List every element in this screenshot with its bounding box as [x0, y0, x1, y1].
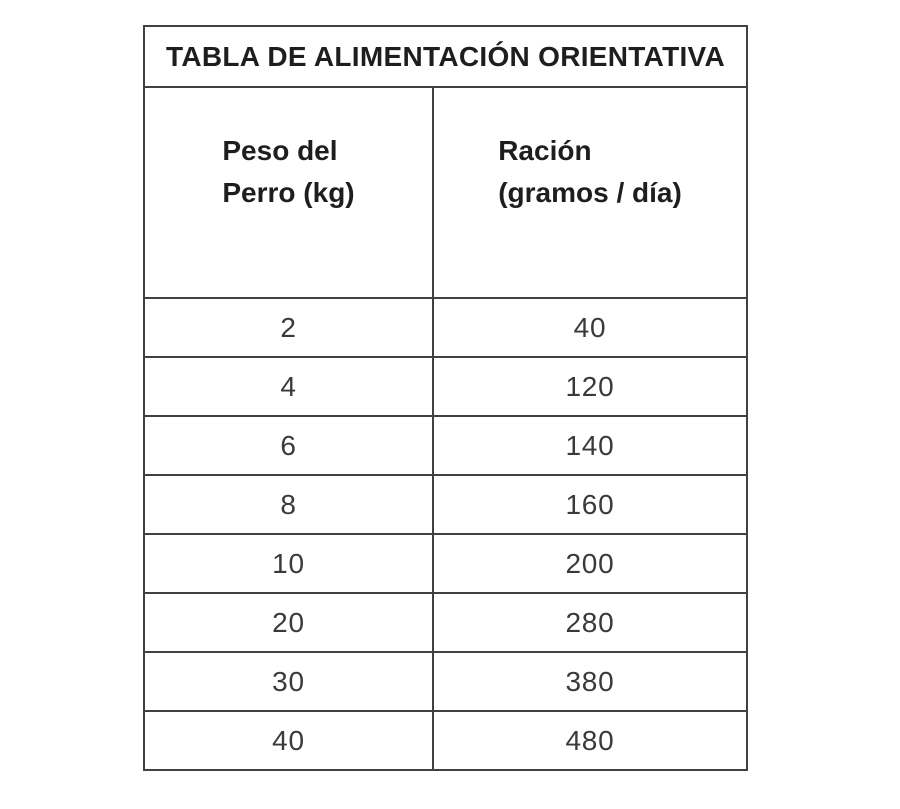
table-row	[145, 415, 746, 474]
peso-cell: 4	[280, 370, 297, 402]
peso-cell: 20	[272, 606, 305, 638]
header-peso-line1: Peso del	[222, 135, 338, 166]
peso-cell: 6	[280, 429, 297, 461]
peso-cell: 40	[272, 724, 305, 756]
header-label-peso	[222, 130, 354, 214]
peso-cell: 10	[272, 547, 305, 579]
feeding-table	[143, 25, 748, 771]
header-racion-line2: (gramos / día)	[498, 177, 682, 208]
table-row	[145, 474, 746, 533]
table-row	[145, 710, 746, 769]
racion-cell: 280	[432, 594, 746, 651]
racion-cell: 140	[432, 417, 746, 474]
header-racion-line1: Ración	[498, 135, 592, 166]
table-row	[145, 533, 746, 592]
table-title-row	[145, 27, 746, 88]
table-header-row	[145, 88, 746, 299]
table-title: TABLA DE ALIMENTACIÓN ORIENTATIVA	[166, 40, 725, 72]
peso-cell: 2	[280, 311, 297, 343]
header-cell-racion	[432, 88, 746, 297]
racion-cell: 120	[432, 358, 746, 415]
racion-cell: 160	[432, 476, 746, 533]
racion-cell: 380	[432, 653, 746, 710]
table-row	[145, 356, 746, 415]
header-label-racion	[498, 130, 682, 214]
header-cell-peso	[145, 88, 432, 297]
racion-cell: 480	[432, 712, 746, 769]
table-row	[145, 299, 746, 356]
racion-cell: 40	[432, 299, 746, 356]
header-peso-line2: Perro (kg)	[222, 177, 355, 208]
racion-cell: 200	[432, 535, 746, 592]
table-row	[145, 651, 746, 710]
peso-cell: 30	[272, 665, 305, 697]
table-row	[145, 592, 746, 651]
data-rows	[145, 299, 746, 769]
peso-cell: 8	[280, 488, 297, 520]
